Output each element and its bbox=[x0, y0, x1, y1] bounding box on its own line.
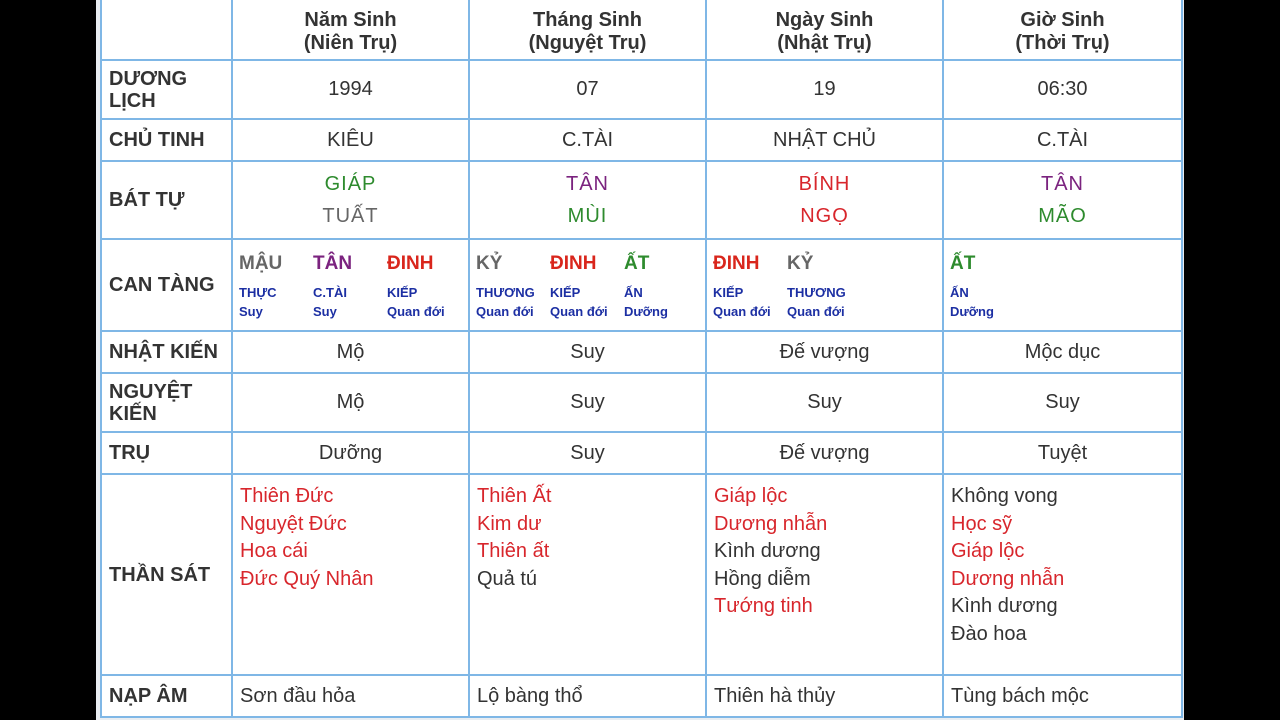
col-header-thang bbox=[469, 0, 706, 60]
header-line1: Năm Sinh bbox=[304, 8, 397, 31]
header-row bbox=[101, 0, 1182, 60]
can-tang-phase: Quan đới bbox=[387, 303, 445, 319]
can-tang-item bbox=[550, 250, 624, 321]
can-tang-item bbox=[713, 250, 787, 321]
can-tang-group bbox=[707, 250, 942, 321]
dia-chi: TUẤT bbox=[322, 205, 379, 227]
nhat-kien-value: Đế vượng bbox=[706, 331, 943, 373]
can-tang-name: ĐINH bbox=[387, 252, 434, 274]
header-line1: Tháng Sinh bbox=[533, 8, 642, 31]
header-line2: (Nguyệt Trụ) bbox=[528, 31, 647, 54]
can-tang-item bbox=[387, 250, 461, 321]
row-label: THẦN SÁT bbox=[101, 474, 232, 675]
than-sat-item: Hồng diễm bbox=[714, 567, 811, 590]
can-tang-name: KỶ bbox=[787, 252, 814, 274]
header-line2: (Thời Trụ) bbox=[1015, 31, 1110, 54]
corner-cell bbox=[101, 0, 232, 60]
than-sat-item: Tướng tinh bbox=[714, 595, 813, 618]
can-tang-cell bbox=[469, 239, 706, 331]
nap-am-value: Thiên hà thủy bbox=[706, 675, 943, 717]
row-label: TRỤ bbox=[101, 432, 232, 474]
than-sat-item: Đào hoa bbox=[951, 622, 1027, 645]
date-value: 07 bbox=[469, 60, 706, 119]
bat-tu-cell bbox=[469, 161, 706, 239]
col-header-nam bbox=[232, 0, 469, 60]
tru-value: Tuyệt bbox=[943, 432, 1182, 474]
date-value: 19 bbox=[706, 60, 943, 119]
can-tang-name: KỶ bbox=[476, 252, 503, 274]
tru-value: Suy bbox=[469, 432, 706, 474]
than-sat-item: Kình dương bbox=[951, 595, 1058, 618]
row-can-tang bbox=[101, 239, 1182, 331]
can-tang-item bbox=[950, 250, 1024, 321]
row-nguyet-kien bbox=[101, 373, 1182, 432]
than-sat-item: Đức Quý Nhân bbox=[240, 567, 374, 590]
can-tang-phase: Suy bbox=[313, 303, 337, 319]
row-label: CAN TÀNG bbox=[101, 239, 232, 331]
header-line2: (Nhật Trụ) bbox=[777, 31, 872, 54]
nhat-kien-value: Mộ bbox=[232, 331, 469, 373]
can-tang-phase: Quan đới bbox=[713, 303, 771, 319]
chu-tinh-value: KIÊU bbox=[232, 119, 469, 161]
nguyet-kien-value: Mộ bbox=[232, 373, 469, 432]
than-sat-item: Dương nhẫn bbox=[714, 512, 828, 535]
header-line1: Ngày Sinh bbox=[775, 8, 874, 31]
can-tang-cell bbox=[232, 239, 469, 331]
can-tang-phase: Quan đới bbox=[787, 303, 845, 319]
row-label: DƯƠNG LỊCH bbox=[101, 60, 232, 119]
can-tang-item bbox=[624, 250, 698, 321]
row-label: NẠP ÂM bbox=[101, 675, 232, 717]
than-sat-item: Giáp lộc bbox=[951, 540, 1025, 563]
row-nap-am bbox=[101, 675, 1182, 717]
chu-tinh-value: NHẬT CHỦ bbox=[706, 119, 943, 161]
nap-am-value: Lộ bàng thổ bbox=[469, 675, 706, 717]
dia-chi: NGỌ bbox=[800, 205, 849, 227]
can-tang-name: ẤT bbox=[624, 252, 650, 274]
row-label: NHẬT KIẾN bbox=[101, 331, 232, 373]
can-tang-god: THỰC bbox=[239, 284, 277, 300]
can-tang-cell bbox=[943, 239, 1182, 331]
date-value: 1994 bbox=[232, 60, 469, 119]
thien-can: TÂN bbox=[1041, 173, 1084, 195]
can-tang-item bbox=[787, 250, 861, 321]
row-tru bbox=[101, 432, 1182, 474]
than-sat-item: Kim dư bbox=[477, 512, 542, 535]
date-value: 06:30 bbox=[943, 60, 1182, 119]
header-line1: Giờ Sinh bbox=[1020, 8, 1105, 31]
can-tang-group bbox=[944, 250, 1181, 321]
can-tang-god: THƯƠNG bbox=[476, 284, 535, 300]
can-tang-name: ĐINH bbox=[550, 252, 597, 274]
row-bat-tu bbox=[101, 161, 1182, 239]
than-sat-cell bbox=[706, 474, 943, 675]
can-tang-phase: Quan đới bbox=[476, 303, 534, 319]
can-tang-phase: Dưỡng bbox=[624, 303, 668, 319]
can-tang-god: KIẾP bbox=[387, 284, 418, 300]
chu-tinh-value: C.TÀI bbox=[469, 119, 706, 161]
dia-chi: MÙI bbox=[567, 205, 608, 227]
nap-am-value: Sơn đầu hỏa bbox=[232, 675, 469, 717]
than-sat-item: Dương nhẫn bbox=[951, 567, 1065, 590]
than-sat-item: Không vong bbox=[951, 485, 1058, 507]
than-sat-item: Thiên Đức bbox=[240, 485, 334, 507]
can-tang-name: ẤT bbox=[950, 252, 976, 274]
can-tang-god: ẤN bbox=[624, 284, 643, 300]
can-tang-god: C.TÀI bbox=[313, 284, 347, 300]
row-chu-tinh bbox=[101, 119, 1182, 161]
can-tang-god: ẤN bbox=[950, 284, 969, 300]
than-sat-cell bbox=[232, 474, 469, 675]
row-label: BÁT TỰ bbox=[101, 161, 232, 239]
than-sat-item: Quả tú bbox=[477, 567, 538, 590]
bat-tu-table bbox=[100, 0, 1183, 718]
can-tang-phase: Dưỡng bbox=[950, 303, 994, 319]
row-than-sat bbox=[101, 474, 1182, 675]
can-tang-god: KIẾP bbox=[550, 284, 581, 300]
than-sat-item: Giáp lộc bbox=[714, 485, 788, 507]
nhat-kien-value: Mộc dục bbox=[943, 331, 1182, 373]
bat-tu-cell bbox=[232, 161, 469, 239]
can-tang-god: KIẾP bbox=[713, 284, 744, 300]
nhat-kien-value: Suy bbox=[469, 331, 706, 373]
col-header-ngay bbox=[706, 0, 943, 60]
can-tang-group bbox=[470, 250, 705, 321]
can-tang-name: MẬU bbox=[239, 252, 283, 274]
can-tang-name: TÂN bbox=[313, 252, 353, 274]
than-sat-cell bbox=[469, 474, 706, 675]
row-label: CHỦ TINH bbox=[101, 119, 232, 161]
col-header-gio bbox=[943, 0, 1182, 60]
nguyet-kien-value: Suy bbox=[706, 373, 943, 432]
thien-can: TÂN bbox=[566, 173, 609, 195]
than-sat-item: Học sỹ bbox=[951, 512, 1013, 535]
can-tang-group bbox=[233, 250, 468, 321]
can-tang-phase: Suy bbox=[239, 303, 263, 319]
can-tang-god: THƯƠNG bbox=[787, 284, 846, 300]
row-duong-lich bbox=[101, 60, 1182, 119]
bat-tu-cell bbox=[943, 161, 1182, 239]
dia-chi: MÃO bbox=[1038, 205, 1087, 227]
row-nhat-kien bbox=[101, 331, 1182, 373]
than-sat-item: Kình dương bbox=[714, 540, 821, 563]
tru-value: Đế vượng bbox=[706, 432, 943, 474]
thien-can: GIÁP bbox=[324, 173, 377, 195]
can-tang-cell bbox=[706, 239, 943, 331]
can-tang-phase: Quan đới bbox=[550, 303, 608, 319]
bat-tu-cell bbox=[706, 161, 943, 239]
can-tang-item bbox=[313, 250, 387, 321]
tru-value: Dưỡng bbox=[232, 432, 469, 474]
than-sat-item: Hoa cái bbox=[240, 540, 308, 563]
can-tang-name: ĐINH bbox=[713, 252, 760, 274]
row-label: NGUYỆT KIẾN bbox=[101, 373, 232, 432]
than-sat-item: Thiên Ất bbox=[477, 485, 552, 507]
thien-can: BÍNH bbox=[798, 173, 851, 195]
than-sat-cell bbox=[943, 474, 1182, 675]
nap-am-value: Tùng bách mộc bbox=[943, 675, 1182, 717]
can-tang-item bbox=[476, 250, 550, 321]
than-sat-item: Nguyệt Đức bbox=[240, 512, 347, 535]
nguyet-kien-value: Suy bbox=[943, 373, 1182, 432]
can-tang-item bbox=[239, 250, 313, 321]
header-line2: (Niên Trụ) bbox=[303, 31, 398, 54]
nguyet-kien-value: Suy bbox=[469, 373, 706, 432]
chu-tinh-value: C.TÀI bbox=[943, 119, 1182, 161]
than-sat-item: Thiên ất bbox=[477, 540, 550, 563]
